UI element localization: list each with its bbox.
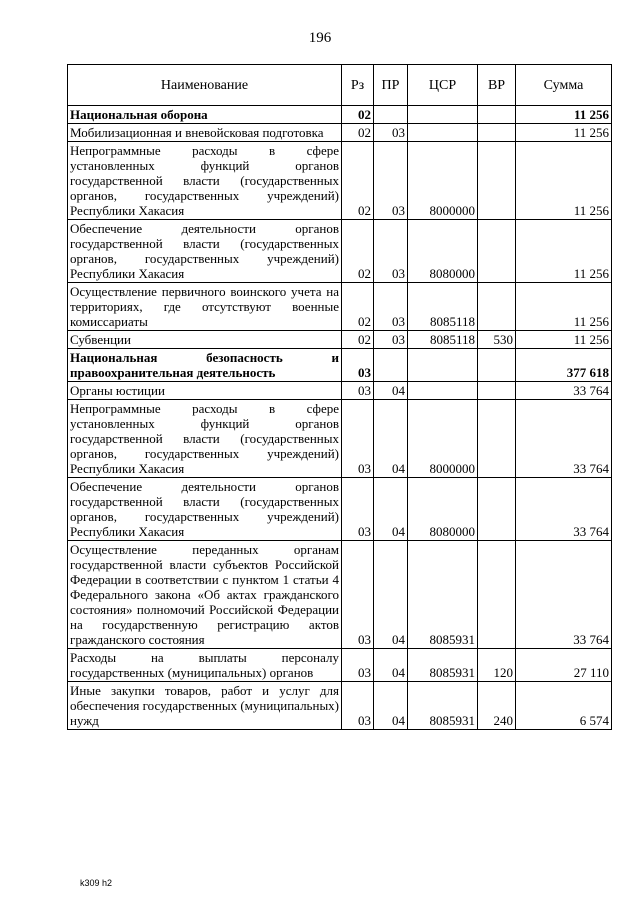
table-row: [68, 478, 612, 541]
cell-sum: 27 110: [516, 649, 612, 682]
table-row: [68, 106, 612, 124]
cell-name: Мобилизационная и вневойсковая подготовка: [68, 124, 342, 142]
cell-sum: 11 256: [516, 106, 612, 124]
cell-vr: [478, 349, 516, 382]
cell-sum: 11 256: [516, 220, 612, 283]
cell-sum: 11 256: [516, 142, 612, 220]
budget-table: [67, 64, 612, 730]
cell-name: Иные закупки товаров, работ и услуг для обеспечения государственных (муниципальных) нужд: [68, 682, 342, 730]
table-header-row: [68, 65, 612, 106]
cell-csr: 8085931: [408, 541, 478, 649]
table-row: [68, 400, 612, 478]
cell-pr: 04: [374, 541, 408, 649]
cell-csr: [408, 349, 478, 382]
cell-name: Национальная безопасность и правоохранительная деятельность: [68, 349, 342, 382]
cell-pr: [374, 106, 408, 124]
cell-name: Непрограммные расходы в сфере установленных функций органов государственной власти (государственных органов, государственных учреждений) Республики Хакасия: [68, 400, 342, 478]
cell-pr: 03: [374, 142, 408, 220]
cell-vr: [478, 124, 516, 142]
cell-csr: 8085118: [408, 283, 478, 331]
cell-rz: 02: [342, 142, 374, 220]
table-row: [68, 220, 612, 283]
table-row: [68, 331, 612, 349]
cell-name: Обеспечение деятельности органов государственной власти (государственных органов, государственных учреждений) Республики Хакасия: [68, 220, 342, 283]
cell-vr: [478, 283, 516, 331]
table-row: [68, 649, 612, 682]
cell-pr: 03: [374, 283, 408, 331]
footer-code: k309 h2: [80, 878, 113, 888]
cell-csr: 8000000: [408, 400, 478, 478]
cell-vr: [478, 220, 516, 283]
cell-csr: [408, 124, 478, 142]
cell-name: Органы юстиции: [68, 382, 342, 400]
cell-vr: 120: [478, 649, 516, 682]
cell-vr: [478, 106, 516, 124]
cell-pr: 03: [374, 331, 408, 349]
table-row: [68, 541, 612, 649]
cell-sum: 33 764: [516, 478, 612, 541]
header-csr: ЦСР: [408, 65, 478, 106]
cell-sum: 11 256: [516, 331, 612, 349]
cell-rz: 03: [342, 649, 374, 682]
cell-pr: 04: [374, 478, 408, 541]
table-row: [68, 349, 612, 382]
cell-pr: [374, 349, 408, 382]
cell-rz: 03: [342, 349, 374, 382]
table-row: [68, 142, 612, 220]
cell-pr: 04: [374, 400, 408, 478]
cell-sum: 11 256: [516, 283, 612, 331]
cell-sum: 33 764: [516, 400, 612, 478]
table-row: [68, 382, 612, 400]
table-row: [68, 124, 612, 142]
cell-pr: 04: [374, 649, 408, 682]
cell-rz: 02: [342, 283, 374, 331]
cell-pr: 04: [374, 682, 408, 730]
header-pr: ПР: [374, 65, 408, 106]
cell-csr: 8085931: [408, 649, 478, 682]
cell-pr: 04: [374, 382, 408, 400]
cell-vr: [478, 400, 516, 478]
header-sum: Сумма: [516, 65, 612, 106]
cell-rz: 03: [342, 478, 374, 541]
cell-name: Осуществление переданных органам государственной власти субъектов Российской Федерации в соответствии с пунктом 1 статьи 4 Федерального закона «Об актах гражданского состояния» полномочий Российской Федерации на государственную регистрацию актов гражданского состояния: [68, 541, 342, 649]
header-rz: Рз: [342, 65, 374, 106]
cell-vr: [478, 478, 516, 541]
cell-name: Осуществление первичного воинского учета на территориях, где отсутствуют военные комиссариаты: [68, 283, 342, 331]
table-row: [68, 682, 612, 730]
cell-csr: 8085118: [408, 331, 478, 349]
cell-rz: 02: [342, 220, 374, 283]
cell-name: Национальная оборона: [68, 106, 342, 124]
cell-csr: 8080000: [408, 220, 478, 283]
cell-vr: [478, 541, 516, 649]
cell-pr: 03: [374, 124, 408, 142]
cell-vr: [478, 142, 516, 220]
header-name: Наименование: [68, 65, 342, 106]
cell-rz: 03: [342, 400, 374, 478]
header-vr: ВР: [478, 65, 516, 106]
cell-rz: 03: [342, 682, 374, 730]
cell-sum: 11 256: [516, 124, 612, 142]
cell-rz: 02: [342, 331, 374, 349]
cell-sum: 33 764: [516, 382, 612, 400]
cell-rz: 02: [342, 106, 374, 124]
cell-sum: 377 618: [516, 349, 612, 382]
cell-name: Расходы на выплаты персоналу государственных (муниципальных) органов: [68, 649, 342, 682]
cell-csr: [408, 106, 478, 124]
cell-name: Субвенции: [68, 331, 342, 349]
cell-rz: 02: [342, 124, 374, 142]
cell-vr: 530: [478, 331, 516, 349]
cell-rz: 03: [342, 382, 374, 400]
cell-rz: 03: [342, 541, 374, 649]
cell-vr: 240: [478, 682, 516, 730]
table-row: [68, 283, 612, 331]
cell-csr: 8080000: [408, 478, 478, 541]
cell-csr: 8000000: [408, 142, 478, 220]
cell-vr: [478, 382, 516, 400]
page-number: 196: [308, 30, 332, 46]
cell-csr: [408, 382, 478, 400]
cell-sum: 6 574: [516, 682, 612, 730]
cell-pr: 03: [374, 220, 408, 283]
cell-csr: 8085931: [408, 682, 478, 730]
cell-name: Обеспечение деятельности органов государственной власти (государственных органов, государственных учреждений) Республики Хакасия: [68, 478, 342, 541]
cell-sum: 33 764: [516, 541, 612, 649]
cell-name: Непрограммные расходы в сфере установленных функций органов государственной власти (государственных органов, государственных учреждений) Республики Хакасия: [68, 142, 342, 220]
